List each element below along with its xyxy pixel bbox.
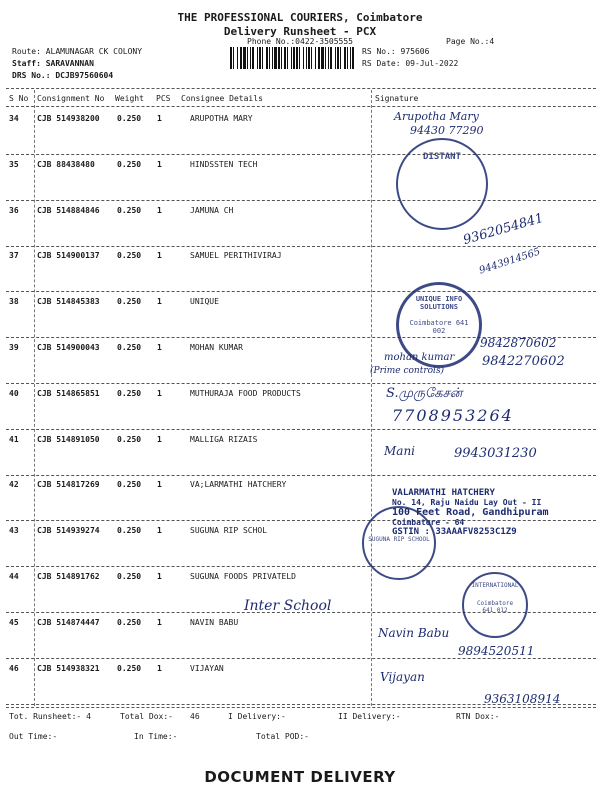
cell-consignee: ARUPOTHA MARY — [190, 114, 253, 123]
table-row — [0, 297, 600, 309]
phone-number: Phone No.:0422-3505555 — [247, 37, 353, 46]
cell-sno: 39 — [9, 343, 19, 352]
signature-handwriting: 7708953264 — [392, 406, 514, 425]
cell-weight: 0.250 — [117, 160, 142, 169]
cell-sno: 35 — [9, 160, 19, 169]
cell-sno: 34 — [9, 114, 19, 123]
staff-label: Staff: SARAVANNAN — [12, 59, 94, 68]
cell-pcs: 1 — [157, 664, 162, 673]
table-row — [0, 389, 600, 401]
stamp-text: DISTANT — [423, 152, 461, 162]
cell-consignee: UNIQUE — [190, 297, 219, 306]
round-stamp — [396, 282, 482, 368]
row-separator — [6, 200, 596, 201]
cell-consignment-no: CJB 514938200 — [37, 114, 100, 123]
col-sno: S No — [9, 94, 29, 103]
cell-weight: 0.250 — [117, 526, 142, 535]
cell-pcs: 1 — [157, 572, 162, 581]
round-stamp — [396, 138, 488, 230]
barcode-icon — [230, 47, 354, 69]
cell-sno: 46 — [9, 664, 19, 673]
cell-consignment-no: CJB 514891050 — [37, 435, 100, 444]
cell-consignment-no: CJB 514891762 — [37, 572, 100, 581]
cell-weight: 0.250 — [117, 206, 142, 215]
cell-pcs: 1 — [157, 160, 162, 169]
cell-consignment-no: CJB 514938321 — [37, 664, 100, 673]
stamp-text: 100 Feet Road, Gandhipuram — [392, 507, 549, 518]
cell-consignment-no: CJB 514845383 — [37, 297, 100, 306]
col-signature: Signature — [375, 94, 419, 103]
cell-consignee: VIJAYAN — [190, 664, 224, 673]
cell-consignee: SUGUNA FOODS PRIVATELD — [190, 572, 296, 581]
signature-handwriting: S.முருகேசன் — [386, 386, 463, 401]
page-number: Page No.:4 — [446, 37, 495, 46]
row-separator — [6, 383, 596, 384]
cell-weight: 0.250 — [117, 572, 142, 581]
cell-weight: 0.250 — [117, 435, 142, 444]
table-head-rule — [6, 106, 596, 107]
signature-handwriting: (Prime controls) — [370, 366, 445, 376]
footer-rule — [6, 707, 596, 708]
rtn-dox: RTN Dox:- — [456, 712, 500, 721]
cell-pcs: 1 — [157, 618, 162, 627]
stamp-text: Coimbatore 641 012 — [476, 600, 514, 614]
i-delivery: I Delivery:- — [228, 712, 286, 721]
table-row — [0, 664, 600, 676]
stamp-text: Coimbatore - 64 — [392, 518, 465, 527]
signature-handwriting: Inter School — [244, 598, 332, 614]
signature-handwriting: Vijayan — [380, 670, 425, 684]
signature-handwriting: Mani — [384, 444, 416, 458]
cell-pcs: 1 — [157, 114, 162, 123]
col-weight: Weight — [115, 94, 144, 103]
signature-handwriting: Navin Babu — [378, 626, 450, 640]
col-pcs: PCS — [156, 94, 171, 103]
document-delivery-banner: DOCUMENT DELIVERY — [204, 768, 396, 786]
cell-weight: 0.250 — [117, 618, 142, 627]
cell-pcs: 1 — [157, 206, 162, 215]
stamp-text: GSTIN : 33AAAFV8253C1Z9 — [392, 527, 517, 537]
rs-date: RS Date: 09-Jul-2022 — [362, 59, 459, 68]
stamp-text: No. 14, Raju Naidu Lay Out - II — [392, 498, 542, 507]
cell-consignee: NAVIN BABU — [190, 618, 239, 627]
cell-consignee: SUGUNA RIP SCHOL — [190, 526, 268, 535]
row-separator — [6, 154, 596, 155]
cell-pcs: 1 — [157, 480, 162, 489]
row-separator — [6, 246, 596, 247]
cell-consignment-no: CJB 514884846 — [37, 206, 100, 215]
cell-consignment-no: CJB 514939274 — [37, 526, 100, 535]
signature-handwriting: 9894520511 — [458, 644, 535, 658]
cell-sno: 44 — [9, 572, 19, 581]
table-row — [0, 206, 600, 218]
row-separator — [6, 475, 596, 476]
table-row — [0, 160, 600, 172]
cell-consignee: MALLIGA RIZAIS — [190, 435, 258, 444]
cell-sno: 41 — [9, 435, 19, 444]
cell-consignee: MUTHURAJA FOOD PRODUCTS — [190, 389, 301, 398]
cell-consignee: MOHAN KUMAR — [190, 343, 243, 352]
cell-consignment-no: CJB 514817269 — [37, 480, 100, 489]
total-dox-label: Total Dox:- — [120, 712, 173, 721]
cell-pcs: 1 — [157, 526, 162, 535]
stamp-text: Coimbatore 641 002 — [409, 319, 469, 335]
stamp-text: INTERNATIONAL — [471, 582, 519, 589]
cell-pcs: 1 — [157, 251, 162, 260]
cell-sno: 45 — [9, 618, 19, 627]
col-consignee: Consignee Details — [181, 94, 263, 103]
row-separator — [6, 566, 596, 567]
cell-sno: 40 — [9, 389, 19, 398]
round-stamp — [462, 572, 528, 638]
round-stamp — [362, 506, 436, 580]
cell-pcs: 1 — [157, 389, 162, 398]
cell-weight: 0.250 — [117, 389, 142, 398]
cell-sno: 38 — [9, 297, 19, 306]
cell-sno: 42 — [9, 480, 19, 489]
out-time: Out Time:- — [9, 732, 58, 741]
company-title: THE PROFESSIONAL COURIERS, Coimbatore — [177, 11, 423, 24]
cell-pcs: 1 — [157, 297, 162, 306]
signature-handwriting: 9842270602 — [482, 354, 565, 369]
signature-handwriting: 9443914565 — [477, 246, 542, 277]
cell-consignment-no: CJB 514900043 — [37, 343, 100, 352]
ii-delivery: II Delivery:- — [338, 712, 401, 721]
cell-consignee: VA;LARMATHI HATCHERY — [190, 480, 287, 489]
signature-handwriting: mohan kumar — [384, 352, 455, 363]
cell-weight: 0.250 — [117, 251, 142, 260]
signature-handwriting: 9362054841 — [461, 210, 546, 249]
runsheet-title: Delivery Runsheet - PCX — [223, 25, 377, 38]
cell-weight: 0.250 — [117, 114, 142, 123]
cell-weight: 0.250 — [117, 343, 142, 352]
signature-handwriting: 94430 77290 — [410, 124, 484, 137]
cell-pcs: 1 — [157, 343, 162, 352]
rs-number: RS No.: 975606 — [362, 47, 430, 56]
stamp-text: VALARMATHI HATCHERY — [392, 488, 495, 498]
stamp-text: UNIQUE INFO SOLUTIONS — [415, 295, 463, 311]
cell-sno: 37 — [9, 251, 19, 260]
signature-handwriting: Arupotha Mary — [394, 110, 479, 123]
cell-consignment-no: CJB 514900137 — [37, 251, 100, 260]
in-time: In Time:- — [134, 732, 178, 741]
cell-pcs: 1 — [157, 435, 162, 444]
total-dox-value: 46 — [190, 712, 200, 721]
total-pod: Total POD:- — [256, 732, 309, 741]
signature-handwriting: 9842870602 — [480, 336, 557, 350]
stamp-text: SUGUNA RIP SCHOOL — [368, 536, 430, 543]
col-consignment: Consignment No — [37, 94, 105, 103]
cell-weight: 0.250 — [117, 480, 142, 489]
cell-consignment-no: CJB 514874447 — [37, 618, 100, 627]
cell-consignee: HINDSSTEN TECH — [190, 160, 258, 169]
cell-consignee: SAMUEL PERITHIVIRAJ — [190, 251, 282, 260]
signature-handwriting: 9943031230 — [454, 446, 537, 461]
signature-handwriting: 9363108914 — [484, 692, 561, 706]
row-separator — [6, 291, 596, 292]
drs-number: DRS No.: DCJB97560604 — [12, 71, 114, 80]
cell-consignment-no: CJB 88438480 — [37, 160, 95, 169]
table-row — [0, 114, 600, 126]
table-top-rule — [6, 88, 596, 89]
route-label: Route: ALAMUNAGAR CK COLONY — [12, 47, 143, 56]
cell-consignment-no: CJB 514865851 — [37, 389, 100, 398]
total-runsheet: Tot. Runsheet:- 4 — [9, 712, 91, 721]
row-separator — [6, 658, 596, 659]
cell-sno: 43 — [9, 526, 19, 535]
cell-weight: 0.250 — [117, 664, 142, 673]
cell-consignee: JAMUNA CH — [190, 206, 234, 215]
row-separator — [6, 429, 596, 430]
cell-sno: 36 — [9, 206, 19, 215]
cell-weight: 0.250 — [117, 297, 142, 306]
